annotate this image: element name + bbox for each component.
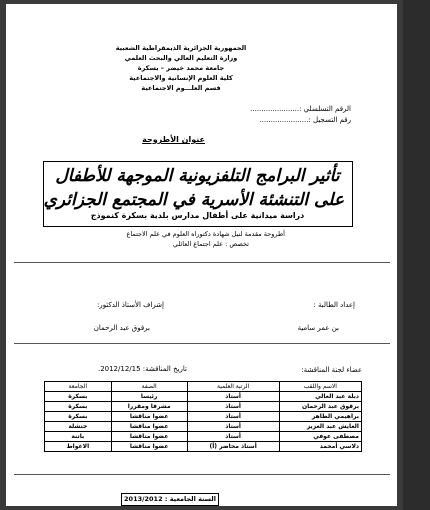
student-label: إعداد الطالبة :: [313, 301, 355, 309]
thesis-title-line1: تأثير البرامج التلفزيونية الموجهة للأطفال: [55, 166, 340, 186]
column-header: الصفة: [111, 382, 187, 392]
table-cell: عضوا مناقشا: [111, 442, 187, 452]
table-cell: رئيسا: [111, 392, 187, 402]
table-row: [45, 392, 362, 402]
column-header: الاسم واللقب: [279, 382, 361, 392]
header-line: الجمهورية الجزائرية الديمقراطية الشعبية: [115, 44, 247, 52]
table-cell: مصطفى عوفي: [279, 432, 361, 442]
table-cell: بسكرة: [45, 392, 112, 402]
table-cell: بسكرة: [45, 402, 112, 412]
defense-date: تاريخ المناقشة: 2012/12/15.: [97, 365, 187, 373]
header-line: وزارة التعليم العالي والبحث العلمي: [124, 54, 238, 62]
degree-line: أطروحة مقدمة لنيل شهادة دكتوراه العلوم في علم الاجتماع: [126, 230, 285, 238]
table-row: [45, 442, 362, 452]
table-cell: دلاسي أمحمد: [279, 442, 361, 452]
supervisor-name: برقوق عبد الرحمان: [93, 324, 150, 332]
header-line: جامعة محمد خيضر – بسكرة: [137, 64, 225, 72]
table-row: [45, 432, 362, 442]
jury-label: عضاء لجنة المناقشة:: [301, 366, 362, 374]
serial-number-label: الرقم التسلسلي :......................: [250, 105, 351, 113]
separator-middle: [14, 343, 390, 344]
table-cell: مشرفا ومقررا: [111, 402, 187, 412]
jury-table: [44, 381, 362, 452]
jury-table-header: [45, 382, 362, 392]
academic-year: [121, 493, 219, 506]
header-line: كلية العلوم الإنسانية والاجتماعية: [129, 74, 233, 82]
table-cell: أستاذ: [187, 432, 279, 442]
header-line: قسم العلـــوم الاجتماعية: [141, 84, 221, 92]
year-value: 2013/2012: [124, 495, 163, 503]
jury-table-body: [45, 392, 362, 452]
separator-bottom: [14, 474, 390, 475]
supervisor-label: إشراف الأستاذ الدكتور:: [96, 301, 164, 309]
table-cell: العايش عبد العزيز: [279, 422, 361, 432]
table-cell: بسكرة: [45, 412, 112, 422]
table-cell: برقوق عبد الرحمان: [279, 402, 361, 412]
table-cell: براهيمي الطاهر: [279, 412, 361, 422]
table-cell: باتنة: [45, 432, 112, 442]
table-cell: أستاذ: [187, 392, 279, 402]
table-cell: عضوا مناقشا: [111, 432, 187, 442]
table-cell: أستاذ: [187, 412, 279, 422]
table-cell: خنشلة: [45, 422, 112, 432]
thesis-label: عنوان الأطروحة: [142, 135, 205, 144]
year-label: السنة الجامعية :: [164, 495, 216, 503]
table-row: [45, 402, 362, 412]
table-cell: دبلة عبد العالي: [279, 392, 361, 402]
separator-top: [14, 262, 390, 263]
table-row: [45, 412, 362, 422]
document-page: [6, 4, 397, 506]
table-cell: عضوا مناقشا: [111, 422, 187, 432]
table-cell: أستاذ محاضر (أ): [187, 442, 279, 452]
table-cell: أستاذ: [187, 422, 279, 432]
column-header: الرتبة العلمية: [187, 382, 279, 392]
table-cell: أستاذ: [187, 402, 279, 412]
table-row: [45, 422, 362, 432]
scrollbar-strip[interactable]: [403, 0, 430, 510]
table-cell: عضوا مناقشا: [111, 412, 187, 422]
thesis-title-line2: على التنشئة الأسرية في المجتمع الجزائري: [43, 190, 344, 210]
registration-number-label: رقم التسجيل :......................: [259, 116, 351, 124]
specialty-line: تخصص : علم اجتماع العائلي: [172, 240, 249, 248]
student-name: بن عمر سامية: [297, 324, 339, 332]
column-header: الجامعة: [45, 382, 112, 392]
table-cell: الاغواط: [45, 442, 112, 452]
thesis-subtitle: دراسة ميدانية على أطفال مدارس بلدية بسكرة كنموذج: [90, 211, 305, 220]
